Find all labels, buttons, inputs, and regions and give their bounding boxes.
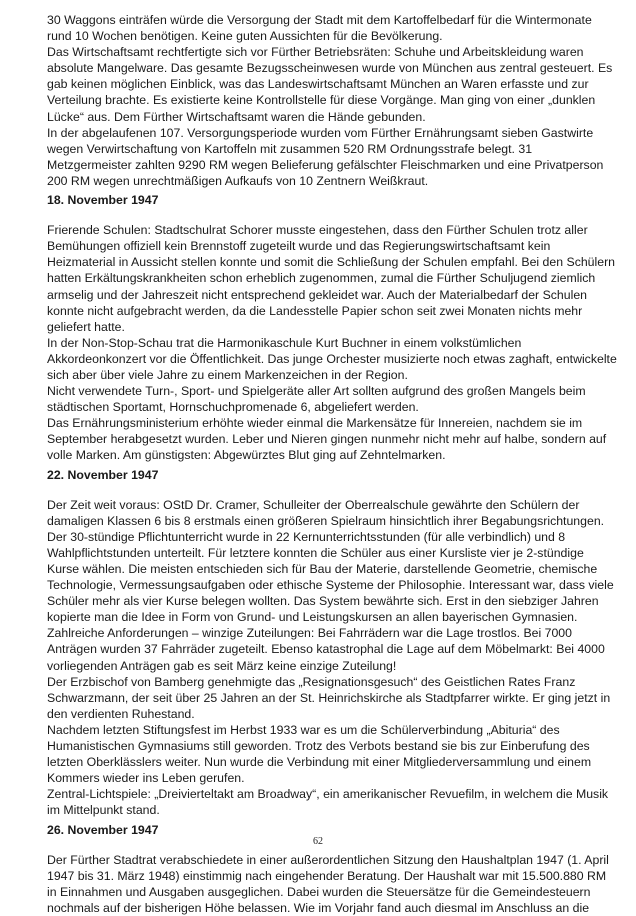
text-line: städtischen Sportamt, Hornschuchpromenade 6, abgeliefert werden. [47,400,419,415]
text-line: In der abgelaufenen 107. Versorgungsperiode wurden vom Fürther Ernährungsamt sieben Gastwirte [47,125,594,140]
text-line: 200 RM wegen unrechtmäßigen Aufkaufs von 10 Zentnern Weißkraut. [47,173,429,188]
text-line: Das Wirtschaftsamt rechtfertigte sich vor Fürther Betriebsräten: Schuhe und Arbeitskleidung waren [47,45,584,60]
text-line: Zahlreiche Anforderungen – winzige Zuteilungen: Bei Fahrrädern war die Lage trostlos. Bei 7000 [47,626,572,641]
text-line: letzten Oberklässlers weiter. Nun wurde die Verbindung mit einer Mitgliederversammlung und einem [47,755,592,770]
text-line: Bemühungen offiziell kein Brennstoff zugeteilt wurde und das Regierungswirtschaftsamt kein [47,239,551,254]
text-line: absolute Mangelware. Das gesamte Bezugsscheinwesen wurde von München aus zentral gesteuert. Es [47,61,613,76]
text-line: Kommers wieder ins Leben gerufen. [47,771,245,786]
text-line: den verdienten Ruhestand. [47,706,195,721]
text-line: armselig und der Jahreszeit nicht entsprechend gekleidet war. Auch der Materialbedarf der Schulen [47,287,588,302]
text-line: im Mittelpunkt stand. [47,803,160,818]
text-line: vorliegenden Anträgen gab es seit März keine einzige Zuteilung! [47,658,397,673]
text-line: Zentral-Lichtspiele: „Dreivierteltakt am Broadway“, ein amerikanischer Revuefilm, in welchem die Musik [47,787,609,802]
date-heading: 18. November 1947 [47,193,159,208]
section [47,12,617,189]
text-line: geliefert hatte. [47,319,125,334]
text-line: Kurse wählen. Die meisten entschieden sich für Bau der Materie, darstellende Geometrie, chemische [47,562,598,576]
text-line: Humanistischen Gymnasiums still geworden. Trotz des Verbots bestand sie bis zur Einberufung des [47,739,590,754]
text-line: wegen Verwirtschaftung von Kartoffeln mit zusammen 520 RM Ordnungsstrafe belegt. 31 [47,141,533,156]
text-line: hatten Erkältungskrankheiten schon erheblich zugenommen, zumal die Fürther Schuljugend ziemlich [47,271,596,286]
text-line: sich aber über viele Jahre zu einem Markenzeichen in der Region. [47,367,408,382]
text-line: volle Marken. Am günstigsten: Abgewürztes Blut ging auf Zehntelmarken. [47,448,446,463]
text-line: kopierte man die Idee in Form von Grund- und Leistungskursen an allen bayerischen Gymnasien. [47,610,578,625]
text-line: Akkordeonkonzert vor die Öffentlichkeit. Das junge Orchester musizierte noch etwas zaghaft, entwickelte [47,351,617,366]
date-heading: 22. November 1947 [47,467,159,482]
text-line: September herabgesetzt wurden. Leber und Nieren gingen nunmehr nicht mehr auf halbe, sondern auf [47,432,607,447]
text-line: 30 Waggons einträfen würde die Versorgung der Stadt mit dem Kartoffelbedarf für die Wintermonate [47,13,592,27]
document-page [47,12,617,916]
text-line: Das Ernährungsministerium erhöhte wieder einmal die Markensätze für Innereien, nachdem sie im [47,416,583,431]
page-number: 62 [313,836,323,847]
text-line: Der Fürther Stadtrat verabschiedete in einer außerordentlichen Sitzung den Haushaltplan 1947 (1. April [47,852,609,867]
text-line: Schüler mehr als vier Kurse belegen wollten. Das System bewährte sich. Erst in den siebziger Jahren [47,594,599,609]
text-line: Wahlpflichtstunden unterteilt. Für letztere konnten die Schüler aus einer Kursliste vier je 2-stündige [47,545,584,560]
text-line: Heizmaterial in Aussicht stellen konnte und somit die Schließung der Schulen empfahl. Bei den Schülern [47,255,616,270]
text-line: Der 30-stündige Pflichtunterricht wurde in 22 Kernunterrichtsstunden (für alle verbindlich) und 8 [47,529,566,544]
text-line: Metzgermeister zahlten 9290 RM wegen Belieferung gefälschter Fleischmarken und eine Privatperson [47,157,604,172]
text-line: In der Non-Stop-Schau trat die Harmonikaschule Kurt Buchner in einem volkstümlichen [47,335,522,350]
text-line: in Einnahmen und Ausgaben ausgeglichen. Dabei wurden die Steuersätze für die Gemeindesteuern [47,884,591,899]
text-line: konnte nicht aufgebracht werden, da die Landesstelle Papier schon seit zwei Monaten nichts mehr [47,303,583,318]
text-line: Frierende Schulen: Stadtschulrat Schorer musste eingestehen, dass den Fürther Schulen trotz aller [47,223,588,238]
text-line: Nachdem letzten Stiftungsfest im Herbst 1933 war es um die Schülerverbindung „Abituria“ des [47,722,560,737]
text-line: Technologie, Vermessungsaufgaben oder ethische Systeme der Philosophie. Interessant war, dass viele [47,578,614,593]
text-line: gab keinen möglichen Einblick, was das Landeswirtschaftsamt München an Waren erfasste und zur [47,77,589,92]
text-line: Der Zeit weit voraus: OStD Dr. Cramer, Schulleiter der Oberrealschule gewährte den Schülern der [47,497,580,512]
date-heading: 26. November 1947 [47,822,159,837]
text-line: Verteilung brachte. Es existierte keine Kontrollstelle für diese Vorgänge. Man ging von einer „dunklen [47,93,596,108]
text-line: Der Erzbischof von Bamberg genehmigte das „Resignationsgesuch“ des Geistlichen Rates Franz [47,674,576,689]
section [47,192,617,464]
text-line: Schwarzmann, der seit über 25 Jahren an der St. Heinrichskirche als Stadtpfarrer wirkte. Er ging jetzt in [47,690,611,705]
text-line: nochmals auf der bisherigen Höhe belassen. Wie im Vorjahr fand auch diesmal im Anschluss an die [47,900,590,915]
text-line: Lücke“ aus. Dem Fürther Wirtschaftsamt waren die Hände gebunden. [47,109,426,124]
text-line: 1947 bis 31. März 1948) einstimmig nach eingehender Beratung. Der Haushalt war mit 15.500.880 RM [47,868,607,883]
text-line: rund 10 Wochen benötigen. Keine guten Aussichten für die Bevölkerung. [47,29,443,44]
text-line: damaligen Klassen 6 bis 8 erstmals einen größeren Spielraum hinsichtlich ihrer Begabungsrichtungen. [47,513,605,528]
text-line: Anträgen wurden 37 Fahrräder zugeteilt. Ebenso katastrophal die Lage auf dem Möbelmarkt: Bei 4000 [47,642,605,657]
section [47,467,617,819]
text-line: Nicht verwendete Turn-, Sport- und Spielgeräte aller Art sollten aufgrund des großen Mangels beim [47,384,586,399]
